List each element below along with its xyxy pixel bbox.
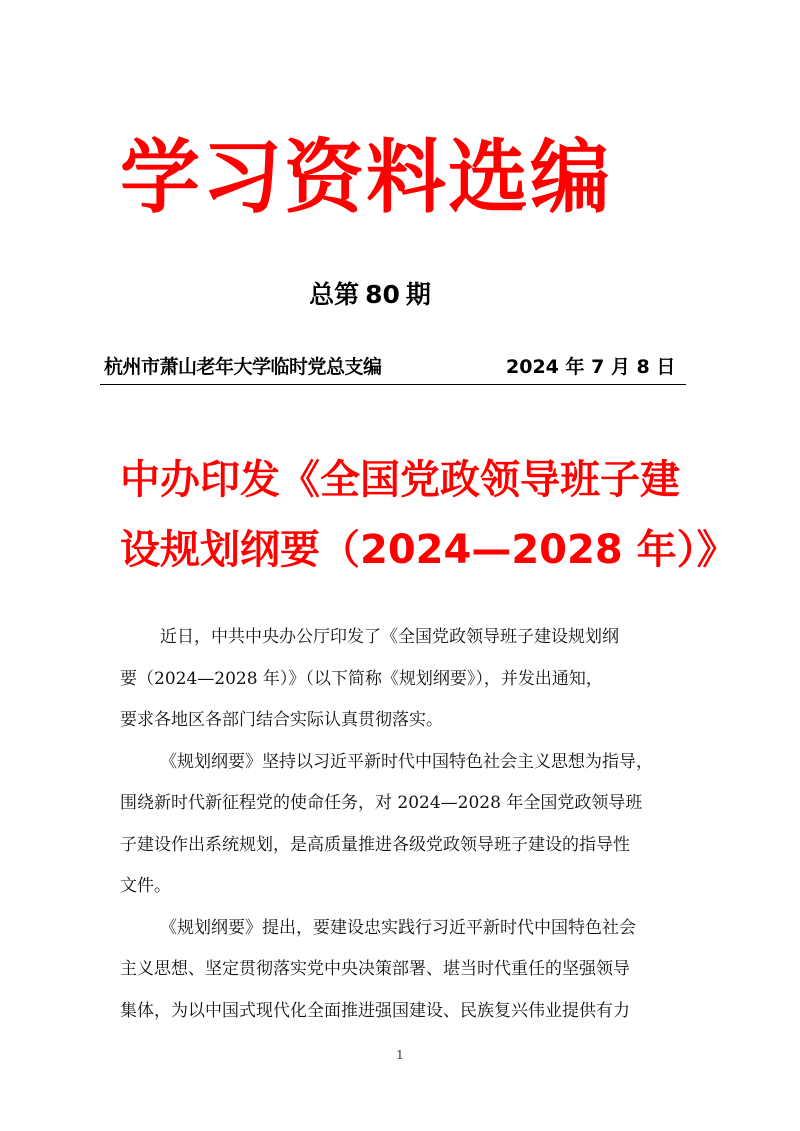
header-divider bbox=[100, 384, 686, 385]
paragraph bbox=[120, 913, 690, 1038]
paragraph-line: 要（2024—2028 年）》（以下简称《规划纲要》），并发出通知， bbox=[120, 668, 603, 689]
paragraph-line: 《规划纲要》坚持以习近平新时代中国特色社会主义思想为指导， bbox=[160, 751, 653, 772]
paragraph-line: 近日，中共中央办公厅印发了《全国党政领导班子建设规划纲 bbox=[160, 627, 619, 647]
paragraph-line: 《规划纲要》提出，要建设忠实践行习近平新时代中国特色社会 bbox=[160, 917, 636, 938]
issue-number bbox=[0, 277, 740, 313]
headline-line: 设规划纲要（2024—2028 年）》 bbox=[120, 527, 737, 573]
paragraph-line: 主义思想、坚定贯彻落实党中央决策部署、堪当时代重任的坚强领导 bbox=[120, 959, 630, 979]
publication-date: 2024 年 7 月 8 日 bbox=[506, 356, 676, 378]
paragraph bbox=[120, 747, 690, 913]
publication-meta bbox=[104, 352, 684, 382]
paragraph-line: 文件。 bbox=[120, 876, 171, 896]
paragraph-line: 要求各地区各部门结合实际认真贯彻落实。 bbox=[120, 710, 443, 730]
issue-number-value: 80 bbox=[365, 280, 400, 309]
page-number: 1 bbox=[396, 1048, 404, 1062]
article-body bbox=[120, 622, 690, 1037]
publisher: 杭州市萧山老年大学临时党总支编 bbox=[104, 356, 382, 378]
issue-suffix: 期 bbox=[405, 280, 431, 309]
paragraph-line: 围绕新时代新征程党的使命任务，对 2024—2028 年全国党政领导班 bbox=[120, 793, 643, 813]
issue-prefix: 总第 bbox=[309, 280, 360, 309]
paragraph-line: 集体，为以中国式现代化全面推进强国建设、民族复兴伟业提供有力 bbox=[120, 1000, 630, 1021]
paragraph-line: 子建设作出系统规划，是高质量推进各级党政领导班子建设的指导性 bbox=[120, 834, 630, 855]
article-headline bbox=[120, 445, 737, 585]
paragraph bbox=[120, 622, 690, 747]
masthead-title: 学习资料选编 bbox=[120, 131, 612, 224]
headline-line: 中办印发《全国党政领导班子建 bbox=[120, 457, 680, 503]
